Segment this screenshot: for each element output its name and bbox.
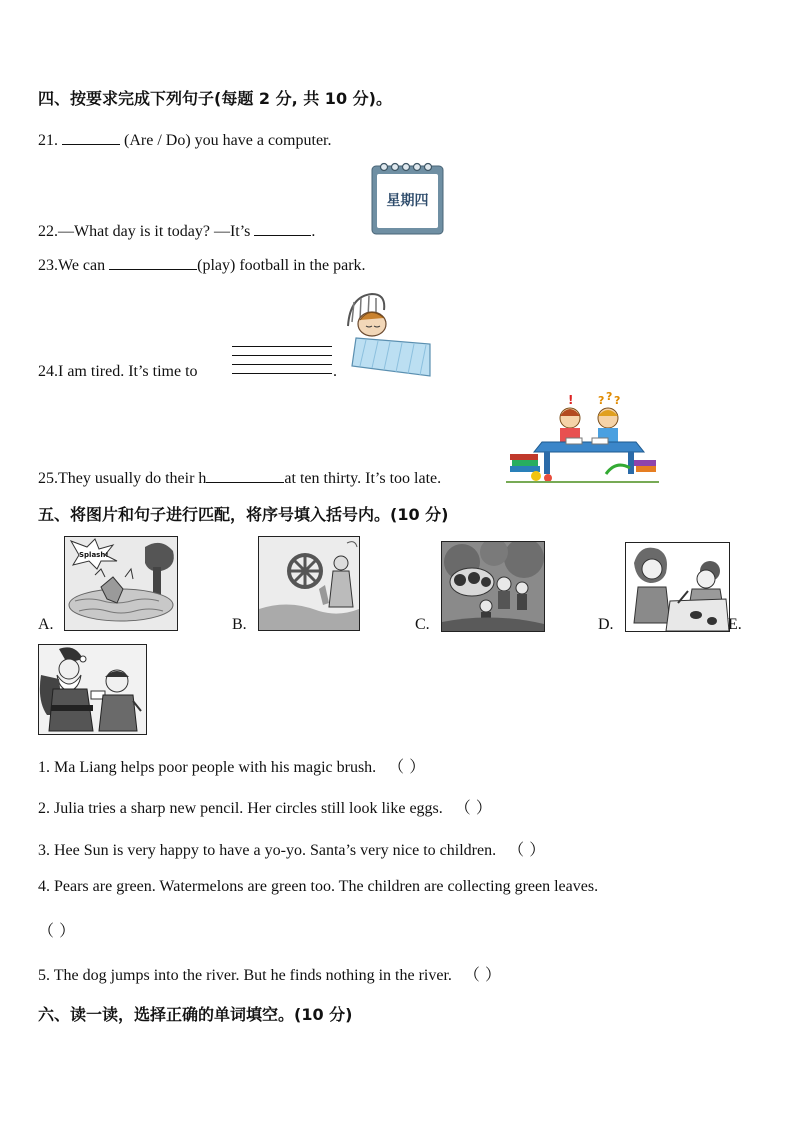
match-item-5-answer[interactable]: （ ）: [463, 965, 501, 984]
svg-text:?: ?: [598, 394, 605, 407]
section-6-title: 六、读一读，选择正确的单词填空。(10 分): [38, 1005, 353, 1024]
match-item-2-answer[interactable]: （ ）: [454, 798, 492, 817]
q21-blank[interactable]: [62, 130, 120, 145]
match-item-2-text: 2. Julia tries a sharp new pencil. Her circles still look like eggs.: [38, 800, 443, 817]
svg-text:?: ?: [606, 390, 613, 403]
match-item-5-text: 5. The dog jumps into the river. But he finds nothing in the river.: [38, 967, 452, 984]
sleeping-child-image: [342, 292, 432, 378]
q24-end: .: [333, 363, 337, 380]
match-item-3: [38, 837, 545, 860]
section-5-title: 五、将图片和句子进行匹配，将序号填入括号内。(10 分): [38, 505, 449, 524]
picture-d-julia-pencil: [625, 542, 730, 632]
question-21: [38, 130, 331, 150]
match-item-3-answer[interactable]: （ ）: [508, 840, 546, 859]
q22-end: .: [311, 223, 316, 240]
q21-hint: (Are / Do) you have a computer.: [124, 132, 332, 149]
label-e: E.: [728, 616, 742, 633]
q24-writing-lines[interactable]: [232, 346, 332, 378]
picture-b-ma-liang: [258, 536, 360, 631]
q22-blank[interactable]: [254, 221, 311, 236]
svg-text:?: ?: [614, 394, 621, 407]
calendar-thursday-image: [371, 160, 444, 235]
label-b: B.: [232, 616, 247, 633]
q23-prefix: 23.We can: [38, 257, 106, 274]
label-d: D.: [598, 616, 614, 633]
match-item-1: [38, 754, 425, 777]
question-22: [38, 221, 315, 241]
match-item-1-text: 1. Ma Liang helps poor people with his magic brush.: [38, 759, 377, 776]
q23-suffix: (play) football in the park.: [197, 257, 366, 274]
match-item-4-answer[interactable]: （ ）: [38, 921, 76, 940]
question-24: [38, 363, 198, 381]
picture-e-santa-yoyo: [38, 644, 147, 735]
q24-text: 24.I am tired. It’s time to: [38, 363, 198, 380]
picture-c-children-leaves: [441, 541, 545, 632]
q25-prefix: 25.They usually do their h: [38, 470, 207, 487]
calendar-label: 星期四: [386, 193, 429, 209]
label-a: A.: [38, 616, 54, 633]
picture-a-dog-splash: [64, 536, 178, 631]
q25-blank[interactable]: [206, 468, 284, 483]
q25-suffix: at ten thirty. It’s too late.: [284, 470, 442, 487]
splash-text: Splash!: [79, 551, 109, 559]
svg-text:!: !: [568, 393, 574, 407]
section-4-title: 四、按要求完成下列句子(每题 2 分, 共 10 分)。: [38, 89, 392, 108]
q22-text: 22.—What day is it today? —It’s: [38, 223, 251, 240]
q21-number: 21.: [38, 132, 58, 149]
q23-blank[interactable]: [109, 255, 197, 270]
match-item-5: [38, 962, 501, 985]
match-item-1-answer[interactable]: （ ）: [388, 757, 426, 776]
match-item-4-text: 4. Pears are green. Watermelons are green too. The children are collecting green leaves.: [38, 878, 599, 895]
label-c: C.: [415, 616, 430, 633]
question-25: [38, 468, 441, 488]
match-item-4: [38, 878, 598, 896]
children-homework-image: [506, 390, 659, 485]
question-23: [38, 255, 366, 275]
match-item-3-text: 3. Hee Sun is very happy to have a yo-yo. Santa’s very nice to children.: [38, 842, 497, 859]
match-item-2: [38, 795, 492, 818]
